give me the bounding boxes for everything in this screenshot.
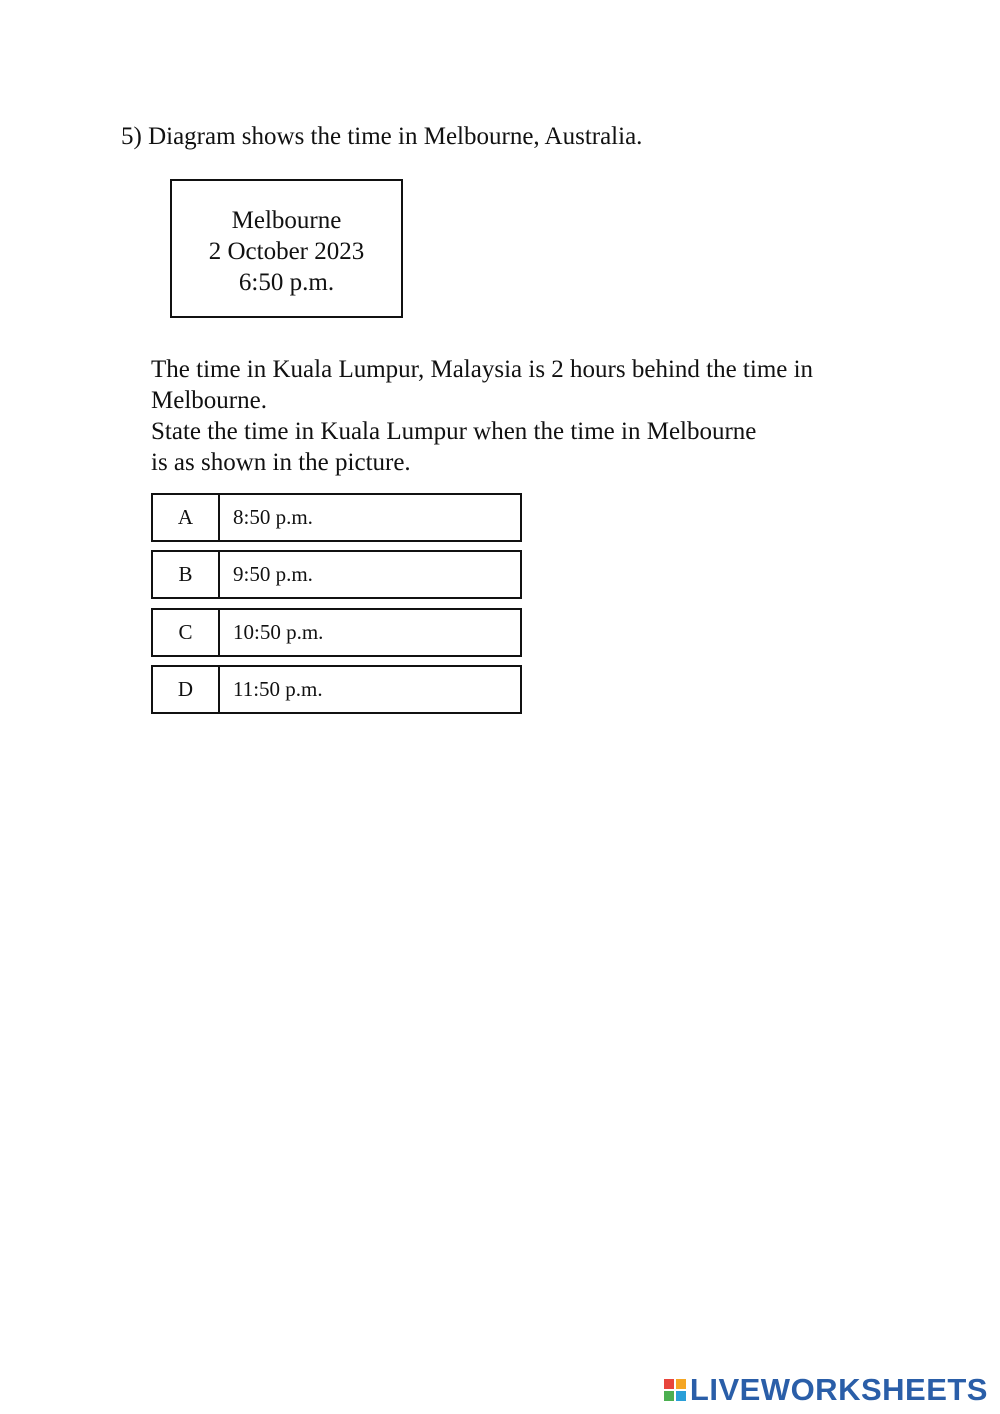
option-c[interactable] <box>151 608 522 657</box>
option-text: 10:50 p.m. <box>233 620 324 644</box>
option-text: 8:50 p.m. <box>233 505 313 529</box>
option-letter: A <box>153 495 220 540</box>
option-d[interactable] <box>151 665 522 714</box>
option-a[interactable] <box>151 493 522 542</box>
option-text: 11:50 p.m. <box>233 677 323 701</box>
logo-grid-icon <box>664 1379 686 1401</box>
date-value: 2 October 2023 <box>208 238 365 265</box>
question-body-line: is as shown in the picture. <box>151 449 411 476</box>
question-body <box>151 354 911 478</box>
city-name: Melbourne <box>231 207 342 234</box>
question-body-line: The time in Kuala Lumpur, Malaysia is 2 hours behind the time in <box>151 356 814 383</box>
brand-name: LIVEWORKSHEETS <box>689 1372 988 1407</box>
option-letter: B <box>153 552 220 597</box>
liveworksheets-logo <box>664 1372 988 1408</box>
question-body-line: Melbourne. <box>151 387 267 414</box>
logo-square <box>664 1379 674 1389</box>
option-text: 9:50 p.m. <box>233 562 313 586</box>
question-title: 5) Diagram shows the time in Melbourne, Australia. <box>121 123 643 150</box>
logo-square <box>664 1391 674 1401</box>
option-letter: D <box>153 667 220 712</box>
option-b[interactable] <box>151 550 522 599</box>
question-body-line: State the time in Kuala Lumpur when the time in Melbourne <box>151 418 757 445</box>
option-letter: C <box>153 610 220 655</box>
logo-square <box>676 1391 686 1401</box>
time-value: 6:50 p.m. <box>238 269 335 296</box>
melbourne-time-box <box>170 179 403 318</box>
logo-square <box>676 1379 686 1389</box>
